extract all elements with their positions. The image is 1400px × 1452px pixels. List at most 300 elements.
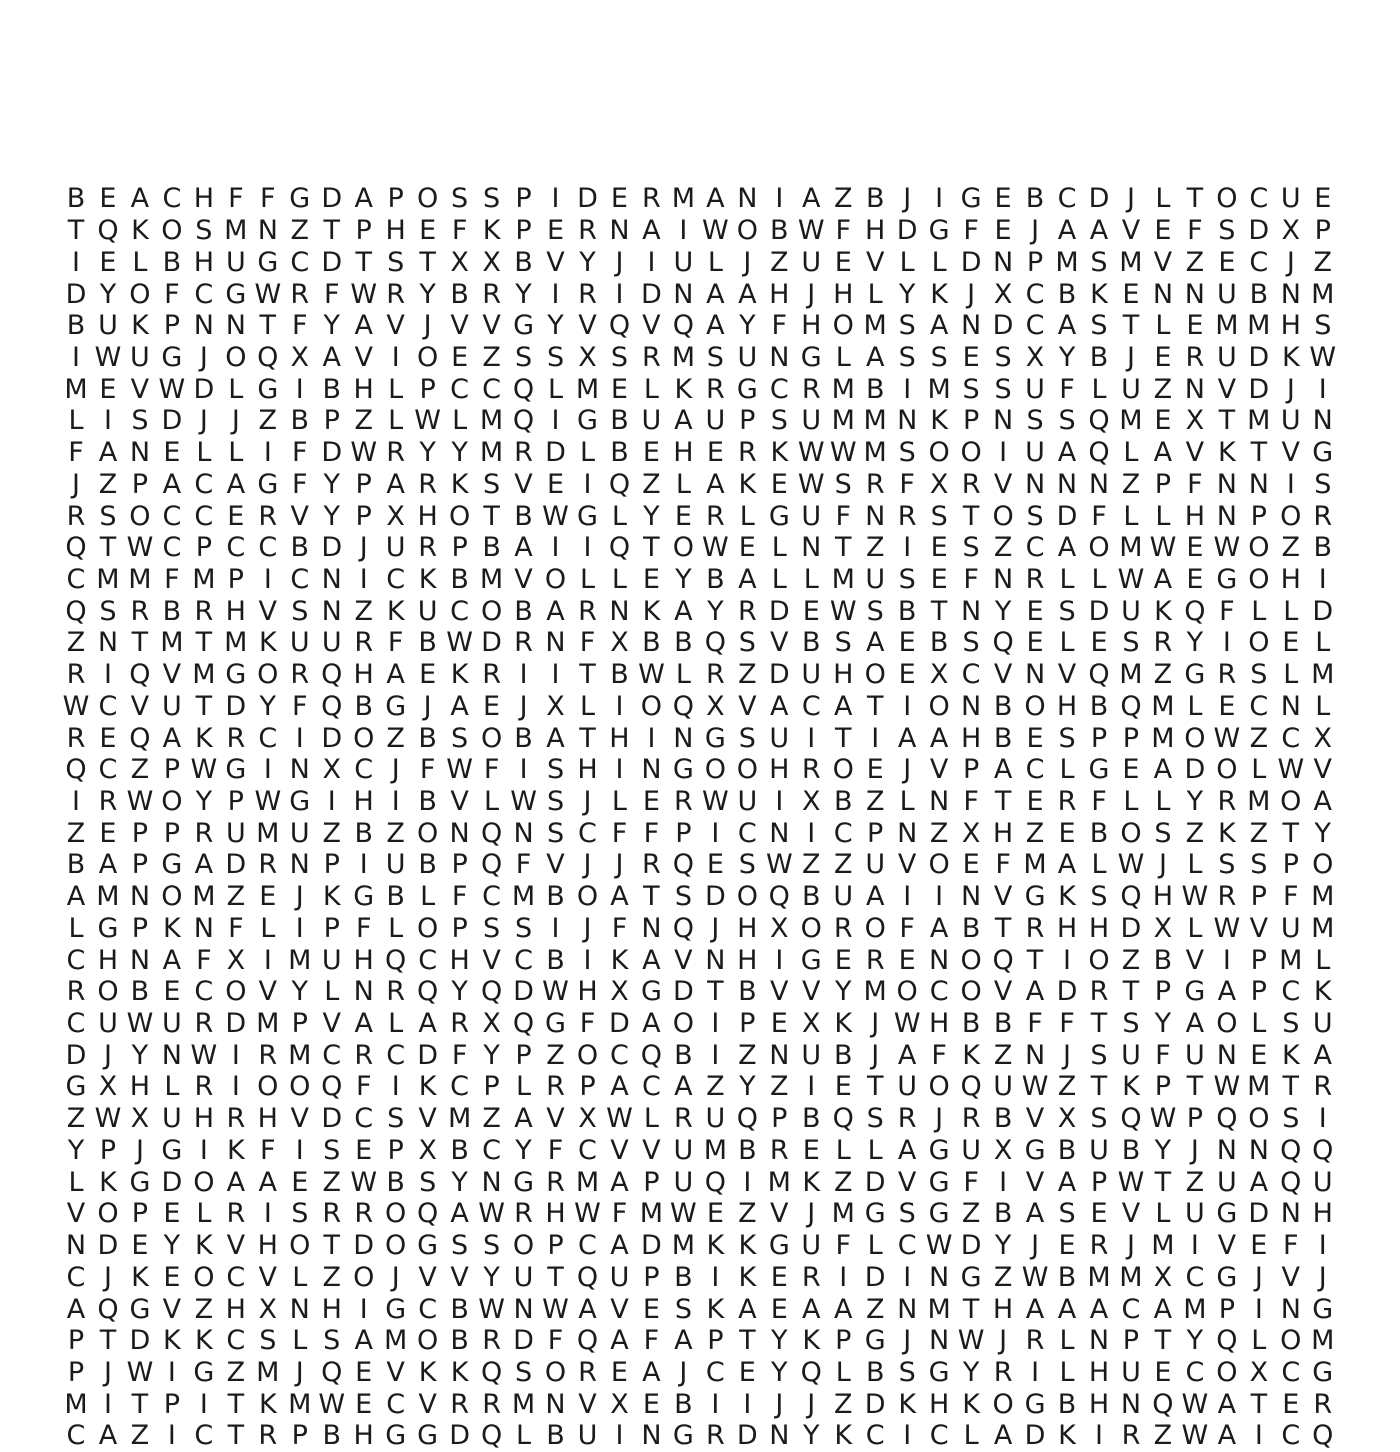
grid-cell-letter[interactable]: N [1216,500,1237,532]
grid-cell-letter[interactable]: B [450,278,469,310]
grid-cell-letter[interactable]: S [1218,849,1236,881]
grid-cell-letter[interactable]: O [480,595,503,627]
grid-cell-letter[interactable]: T [1186,1071,1204,1103]
grid-cell-letter[interactable]: U [1121,1356,1141,1388]
grid-cell-letter[interactable]: I [551,659,560,691]
grid-cell-letter[interactable]: H [992,817,1014,849]
grid-cell-letter[interactable]: Q [704,627,726,659]
grid-cell-letter[interactable]: S [610,341,629,373]
grid-cell-letter[interactable]: A [354,310,373,342]
grid-cell-letter[interactable]: N [225,310,246,342]
grid-cell-letter[interactable]: B [162,595,182,627]
grid-cell-letter[interactable]: K [834,1008,853,1040]
grid-cell-letter[interactable]: E [898,659,916,691]
grid-cell-letter[interactable]: O [289,1230,311,1262]
grid-cell-letter[interactable]: I [999,437,1008,469]
grid-cell-letter[interactable]: F [835,215,851,247]
grid-cell-letter[interactable]: E [898,944,916,976]
grid-cell-letter[interactable]: M [863,310,887,342]
grid-cell-letter[interactable]: U [801,659,822,691]
grid-cell-letter[interactable]: I [359,563,368,595]
grid-cell-letter[interactable]: Y [451,976,468,1008]
grid-cell-letter[interactable]: M [1151,690,1175,722]
grid-cell-letter[interactable]: N [673,278,694,310]
grid-cell-letter[interactable]: G [577,405,598,437]
grid-cell-letter[interactable]: T [99,1325,117,1357]
grid-cell-letter[interactable]: U [513,1261,534,1293]
grid-cell-letter[interactable]: V [130,373,150,405]
grid-cell-letter[interactable]: A [1217,976,1237,1008]
grid-cell-letter[interactable]: M [831,373,855,405]
grid-cell-letter[interactable]: J [1158,849,1167,881]
grid-cell-letter[interactable]: Q [1312,1134,1334,1166]
grid-cell-letter[interactable]: Q [321,659,343,691]
grid-cell-letter[interactable]: O [832,310,854,342]
grid-cell-letter[interactable]: O [928,690,950,722]
grid-cell-letter[interactable]: P [451,912,468,944]
grid-cell-letter[interactable]: M [288,944,312,976]
grid-cell-letter[interactable]: H [928,1388,950,1420]
grid-cell-letter[interactable]: A [674,1325,693,1357]
grid-cell-letter[interactable]: U [577,1420,598,1452]
grid-cell-letter[interactable]: R [1217,881,1237,913]
grid-cell-letter[interactable]: P [99,1134,117,1166]
grid-cell-letter[interactable]: E [610,373,628,405]
grid-cell-letter[interactable]: C [1025,754,1045,786]
grid-cell-letter[interactable]: A [1057,1293,1077,1325]
grid-cell-letter[interactable]: P [547,1230,564,1262]
grid-cell-letter[interactable]: X [546,690,565,722]
grid-cell-letter[interactable]: A [322,341,341,373]
grid-cell-letter[interactable]: F [899,912,915,944]
grid-cell-letter[interactable]: K [258,1388,277,1420]
grid-cell-letter[interactable]: G [161,1134,183,1166]
grid-cell-letter[interactable]: L [899,786,915,818]
grid-cell-letter[interactable]: N [289,1293,310,1325]
grid-cell-letter[interactable]: T [483,500,500,532]
grid-cell-letter[interactable]: S [483,1230,501,1262]
grid-cell-letter[interactable]: K [418,1356,437,1388]
grid-cell-letter[interactable]: R [354,1039,374,1071]
grid-cell-letter[interactable]: E [770,1008,788,1040]
grid-cell-letter[interactable]: I [775,944,784,976]
grid-cell-letter[interactable]: G [577,500,598,532]
grid-cell-letter[interactable]: C [194,1420,214,1452]
grid-cell-letter[interactable]: V [514,468,533,500]
grid-cell-letter[interactable]: P [163,817,181,849]
grid-cell-letter[interactable]: H [865,215,886,247]
grid-cell-letter[interactable]: Q [992,944,1014,976]
grid-cell-letter[interactable]: I [903,881,912,913]
grid-cell-letter[interactable]: C [386,1039,406,1071]
grid-cell-letter[interactable]: A [546,595,565,627]
grid-cell-letter[interactable]: L [388,912,404,944]
grid-cell-letter[interactable]: B [450,1134,469,1166]
grid-cell-letter[interactable]: P [355,500,372,532]
grid-cell-letter[interactable]: O [576,1039,599,1071]
grid-cell-letter[interactable]: D [321,437,343,469]
grid-cell-letter[interactable]: S [674,1293,692,1325]
grid-cell-letter[interactable]: H [769,754,790,786]
grid-cell-letter[interactable]: M [511,1388,536,1420]
grid-cell-letter[interactable]: N [929,1261,950,1293]
grid-cell-letter[interactable]: A [897,722,917,754]
grid-cell-letter[interactable]: E [1026,786,1044,818]
grid-cell-letter[interactable]: G [161,849,183,881]
grid-cell-letter[interactable]: V [354,341,373,373]
grid-cell-letter[interactable]: C [897,1230,917,1262]
grid-cell-letter[interactable]: A [578,1293,597,1325]
grid-cell-letter[interactable]: L [835,1356,851,1388]
grid-cell-letter[interactable]: C [450,373,470,405]
grid-cell-letter[interactable]: C [578,1230,597,1262]
grid-cell-letter[interactable]: Q [704,1166,726,1198]
grid-cell-letter[interactable]: U [1025,437,1045,469]
grid-cell-letter[interactable]: R [674,1103,693,1135]
grid-cell-letter[interactable]: P [675,817,692,849]
grid-cell-letter[interactable]: W [574,1198,601,1230]
grid-cell-letter[interactable]: L [1315,690,1331,722]
grid-cell-letter[interactable]: B [1057,1388,1077,1420]
grid-cell-letter[interactable]: F [611,912,628,944]
grid-cell-letter[interactable]: B [993,722,1013,754]
grid-cell-letter[interactable]: E [1250,1230,1268,1262]
grid-cell-letter[interactable]: J [199,341,208,373]
grid-cell-letter[interactable]: S [898,1198,916,1230]
grid-cell-letter[interactable]: N [1056,468,1078,500]
grid-cell-letter[interactable]: G [928,215,950,247]
grid-cell-letter[interactable]: S [738,627,756,659]
grid-cell-letter[interactable]: A [354,183,373,215]
grid-cell-letter[interactable]: I [231,1071,240,1103]
grid-cell-letter[interactable]: I [679,215,688,247]
grid-cell-letter[interactable]: Y [1154,1134,1172,1166]
grid-cell-letter[interactable]: F [643,1325,660,1357]
grid-cell-letter[interactable]: D [321,722,343,754]
grid-cell-letter[interactable]: B [993,690,1013,722]
grid-cell-letter[interactable]: S [514,912,533,944]
grid-cell-letter[interactable]: O [448,500,471,532]
grid-cell-letter[interactable]: E [1122,278,1140,310]
grid-cell-letter[interactable]: W [350,278,378,310]
grid-cell-letter[interactable]: C [450,595,470,627]
grid-cell-letter[interactable]: V [450,786,469,818]
grid-cell-letter[interactable]: E [994,215,1012,247]
grid-cell-letter[interactable]: B [162,246,182,278]
grid-cell-letter[interactable]: S [323,1134,341,1166]
grid-cell-letter[interactable]: E [834,944,852,976]
grid-cell-letter[interactable]: L [675,659,691,691]
grid-cell-letter[interactable]: Q [832,1103,854,1135]
grid-cell-letter[interactable]: D [321,246,343,278]
grid-cell-letter[interactable]: C [737,817,757,849]
grid-cell-letter[interactable]: I [615,278,624,310]
grid-cell-letter[interactable]: Z [322,1261,341,1293]
grid-cell-letter[interactable]: G [1216,563,1238,595]
grid-cell-letter[interactable]: F [1219,595,1235,627]
grid-cell-letter[interactable]: Y [1314,817,1332,849]
grid-cell-letter[interactable]: S [131,405,149,437]
grid-cell-letter[interactable]: V [290,500,309,532]
grid-cell-letter[interactable]: U [673,246,694,278]
grid-cell-letter[interactable]: Y [259,690,277,722]
grid-cell-letter[interactable]: I [583,944,592,976]
grid-cell-letter[interactable]: O [544,1356,567,1388]
grid-cell-letter[interactable]: Q [512,373,535,405]
grid-cell-letter[interactable]: L [867,1134,883,1166]
grid-cell-letter[interactable]: L [452,405,468,437]
grid-cell-letter[interactable]: F [643,817,660,849]
grid-cell-letter[interactable]: E [1282,1388,1300,1420]
grid-cell-letter[interactable]: F [963,563,979,595]
grid-cell-letter[interactable]: V [322,1008,341,1040]
grid-cell-letter[interactable]: N [513,817,534,849]
grid-cell-letter[interactable]: R [322,1198,342,1230]
grid-cell-letter[interactable]: W [478,1198,505,1230]
grid-cell-letter[interactable]: V [258,1261,278,1293]
grid-cell-letter[interactable]: E [770,1293,788,1325]
grid-cell-letter[interactable]: V [546,246,565,278]
grid-cell-letter[interactable]: X [578,341,597,373]
grid-cell-letter[interactable]: Q [1088,437,1110,469]
grid-cell-letter[interactable]: M [479,405,504,437]
grid-cell-letter[interactable]: T [866,1071,884,1103]
grid-cell-letter[interactable]: H [193,246,215,278]
grid-cell-letter[interactable]: V [993,468,1013,500]
grid-cell-letter[interactable]: B [66,310,86,342]
grid-cell-letter[interactable]: C [961,659,981,691]
grid-cell-letter[interactable]: I [199,1388,208,1420]
grid-cell-letter[interactable]: F [515,849,532,881]
grid-cell-letter[interactable]: E [962,849,980,881]
grid-cell-letter[interactable]: I [1318,1103,1327,1135]
grid-cell-letter[interactable]: U [801,1230,822,1262]
grid-cell-letter[interactable]: I [743,1388,752,1420]
grid-cell-letter[interactable]: W [542,500,569,532]
grid-cell-letter[interactable]: M [224,215,248,247]
grid-cell-letter[interactable]: I [167,1356,176,1388]
grid-cell-letter[interactable]: R [1313,500,1333,532]
grid-cell-letter[interactable]: D [1088,595,1110,627]
grid-cell-letter[interactable]: R [833,912,853,944]
grid-cell-letter[interactable]: E [163,1198,181,1230]
grid-cell-letter[interactable]: W [702,786,729,818]
grid-cell-letter[interactable]: I [231,1039,240,1071]
grid-cell-letter[interactable]: X [802,786,821,818]
grid-cell-letter[interactable]: M [1023,849,1047,881]
grid-cell-letter[interactable]: Z [258,405,278,437]
grid-cell-letter[interactable]: A [450,690,469,722]
grid-cell-letter[interactable]: I [903,1420,912,1452]
grid-cell-letter[interactable]: K [802,1325,821,1357]
grid-cell-letter[interactable]: P [1154,976,1172,1008]
grid-cell-letter[interactable]: T [994,912,1012,944]
grid-cell-letter[interactable]: A [98,849,118,881]
grid-cell-letter[interactable]: J [1286,373,1295,405]
grid-cell-letter[interactable]: F [451,881,468,913]
grid-cell-letter[interactable]: V [130,690,150,722]
grid-cell-letter[interactable]: W [158,373,186,405]
grid-cell-letter[interactable]: Y [803,1420,820,1452]
grid-cell-letter[interactable]: C [865,1420,885,1452]
grid-cell-letter[interactable]: M [1119,532,1143,564]
grid-cell-letter[interactable]: S [99,595,117,627]
grid-cell-letter[interactable]: R [386,976,406,1008]
grid-cell-letter[interactable]: I [391,786,400,818]
grid-cell-letter[interactable]: W [542,976,569,1008]
grid-cell-letter[interactable]: R [514,627,533,659]
grid-cell-letter[interactable]: D [321,183,343,215]
grid-cell-letter[interactable]: V [770,976,789,1008]
grid-cell-letter[interactable]: F [1283,1230,1299,1262]
grid-cell-letter[interactable]: B [1025,183,1045,215]
grid-cell-letter[interactable]: I [807,722,816,754]
grid-cell-letter[interactable]: Z [66,1103,86,1135]
grid-cell-letter[interactable]: P [1250,944,1267,976]
grid-cell-letter[interactable]: J [871,1008,880,1040]
grid-cell-letter[interactable]: X [386,500,405,532]
grid-cell-letter[interactable]: A [98,437,118,469]
grid-cell-letter[interactable]: K [642,595,661,627]
grid-cell-letter[interactable]: I [199,1134,208,1166]
grid-cell-letter[interactable]: B [865,183,885,215]
grid-cell-letter[interactable]: U [225,246,246,278]
grid-cell-letter[interactable]: O [353,722,375,754]
grid-cell-letter[interactable]: W [702,215,729,247]
grid-cell-letter[interactable]: J [935,1103,944,1135]
grid-cell-letter[interactable]: A [929,310,949,342]
grid-cell-letter[interactable]: X [770,912,789,944]
grid-cell-letter[interactable]: W [446,627,473,659]
grid-cell-letter[interactable]: L [675,468,691,500]
grid-cell-letter[interactable]: U [98,1008,118,1040]
grid-cell-letter[interactable]: Z [226,1356,246,1388]
grid-cell-letter[interactable]: P [1250,976,1267,1008]
grid-cell-letter[interactable]: L [516,1420,532,1452]
grid-cell-letter[interactable]: W [829,437,857,469]
grid-cell-letter[interactable]: N [481,1166,502,1198]
grid-cell-letter[interactable]: Y [195,786,213,818]
grid-cell-letter[interactable]: Z [1121,944,1141,976]
grid-cell-letter[interactable]: Y [1186,627,1204,659]
grid-cell-letter[interactable]: K [258,627,277,659]
grid-cell-letter[interactable]: P [323,405,340,437]
grid-cell-letter[interactable]: S [962,373,980,405]
grid-cell-letter[interactable]: P [643,1166,660,1198]
grid-cell-letter[interactable]: L [1251,754,1267,786]
grid-cell-letter[interactable]: H [449,944,470,976]
grid-cell-letter[interactable]: Q [672,849,695,881]
grid-cell-letter[interactable]: C [98,754,118,786]
grid-cell-letter[interactable]: I [583,468,592,500]
grid-cell-letter[interactable]: K [738,1230,757,1262]
grid-cell-letter[interactable]: W [62,690,90,722]
grid-cell-letter[interactable]: Z [1057,1071,1077,1103]
grid-cell-letter[interactable]: J [423,310,432,342]
grid-cell-letter[interactable]: W [1181,1388,1209,1420]
grid-cell-letter[interactable]: I [551,912,560,944]
grid-cell-letter[interactable]: F [260,1134,276,1166]
grid-cell-letter[interactable]: A [738,1293,757,1325]
grid-cell-letter[interactable]: T [131,1388,149,1420]
grid-cell-letter[interactable]: E [355,1356,373,1388]
grid-cell-letter[interactable]: A [1025,976,1045,1008]
grid-cell-letter[interactable]: P [1154,1071,1172,1103]
grid-cell-letter[interactable]: M [160,627,184,659]
grid-cell-letter[interactable]: H [385,215,406,247]
grid-cell-letter[interactable]: G [672,754,694,786]
grid-cell-letter[interactable]: G [1184,659,1206,691]
grid-cell-letter[interactable]: A [226,1166,246,1198]
grid-cell-letter[interactable]: A [66,881,86,913]
grid-cell-letter[interactable]: H [833,278,854,310]
grid-cell-letter[interactable]: R [801,754,821,786]
grid-cell-letter[interactable]: W [797,215,825,247]
grid-cell-letter[interactable]: L [1283,659,1299,691]
grid-cell-letter[interactable]: I [103,405,112,437]
grid-cell-letter[interactable]: S [674,881,692,913]
grid-cell-letter[interactable]: A [1057,1166,1077,1198]
grid-cell-letter[interactable]: V [546,1103,565,1135]
grid-cell-letter[interactable]: S [195,215,213,247]
grid-cell-letter[interactable]: O [832,754,854,786]
grid-cell-letter[interactable]: P [707,1325,724,1357]
grid-cell-letter[interactable]: J [999,1325,1008,1357]
grid-cell-letter[interactable]: U [385,532,406,564]
grid-cell-letter[interactable]: X [1153,1261,1173,1293]
grid-cell-letter[interactable]: Q [960,1071,982,1103]
grid-cell-letter[interactable]: Z [546,1039,565,1071]
grid-cell-letter[interactable]: Z [770,1071,789,1103]
grid-cell-letter[interactable]: A [130,183,150,215]
grid-cell-letter[interactable]: F [931,1039,947,1071]
grid-cell-letter[interactable]: H [545,1198,566,1230]
grid-cell-letter[interactable]: G [513,1166,535,1198]
grid-cell-letter[interactable]: I [615,1420,624,1452]
grid-cell-letter[interactable]: H [225,595,246,627]
grid-cell-letter[interactable]: W [1021,1071,1049,1103]
grid-cell-letter[interactable]: N [1088,1325,1110,1357]
grid-cell-letter[interactable]: E [546,468,565,500]
grid-cell-letter[interactable]: J [231,405,240,437]
grid-cell-letter[interactable]: R [737,437,757,469]
grid-cell-letter[interactable]: H [737,944,758,976]
grid-cell-letter[interactable]: Y [99,278,117,310]
grid-cell-letter[interactable]: E [1026,627,1044,659]
grid-cell-letter[interactable]: U [1312,1008,1333,1040]
grid-cell-letter[interactable]: W [254,278,282,310]
grid-cell-letter[interactable]: U [289,817,310,849]
grid-cell-letter[interactable]: O [1216,1008,1238,1040]
grid-cell-letter[interactable]: R [258,1420,278,1452]
grid-cell-letter[interactable]: K [1281,341,1300,373]
grid-cell-letter[interactable]: K [1154,595,1172,627]
grid-cell-letter[interactable]: A [642,1356,661,1388]
grid-cell-letter[interactable]: U [801,500,822,532]
grid-cell-letter[interactable]: V [258,976,278,1008]
grid-cell-letter[interactable]: U [641,405,662,437]
grid-cell-letter[interactable]: C [929,1420,949,1452]
grid-cell-letter[interactable]: M [288,1388,312,1420]
grid-cell-letter[interactable]: J [583,849,592,881]
grid-cell-letter[interactable]: K [706,1293,725,1325]
grid-cell-letter[interactable]: L [643,1103,659,1135]
grid-cell-letter[interactable]: F [1155,1039,1171,1071]
grid-cell-letter[interactable]: V [1025,1166,1045,1198]
grid-cell-letter[interactable]: R [258,849,278,881]
grid-cell-letter[interactable]: J [743,246,752,278]
grid-cell-letter[interactable]: E [1090,627,1108,659]
